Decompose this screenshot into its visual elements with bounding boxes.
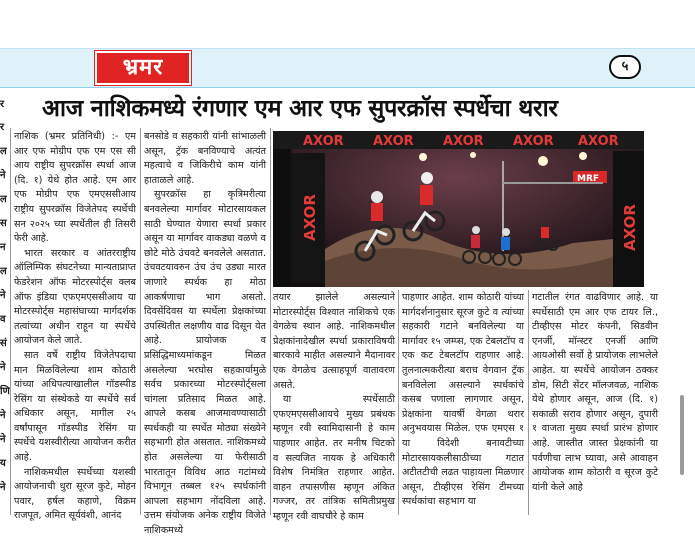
fragment-char: र [0, 99, 5, 110]
article-column-1 [14, 130, 136, 522]
fragment-char: र [0, 122, 5, 133]
fragment-char: ने [0, 290, 6, 301]
axor-side-banner: AXOR [301, 194, 319, 241]
fragment-char: व [0, 314, 6, 325]
adjacent-column-fragment [0, 92, 8, 515]
fragment-char: ने [0, 362, 6, 373]
fragment-char: ने [0, 410, 6, 421]
paragraph: सात वर्षे राष्ट्रीय विजेतेपदाचा मान मिळविलेल्या शाम कोठारी यांच्या अधिपत्याखालील गॉडस्पीड रेसिंग या संस्थेकडे या स्पर्धेचे सर्व अधिकार असून, मागील २५ वर्षांपासून गॉडस्पीड रेसिंग या स्पर्धेचे यशस्वीरीत्या आयोजन करीत आहे. [14, 349, 136, 464]
fragment-char: ने [0, 170, 6, 181]
paragraph: नाशिक (भ्रमर प्रतिनिधी) :- एम आर एफ मोग्रीप एफ एम एस सी आय राष्ट्रीय सुपरक्रॉस स्पर्धा आज (दि. १) येथे होत आहे. एम आर एफ मोग्रीप एफ एमएससीआय राष्ट्रीय सुपरक्रॉस विजेतेपद स्पर्धेची सन २०२५ च्या स्पर्धेतील ही तिसरी फेरी आहे. [14, 131, 136, 245]
axor-banner: AXOR [513, 134, 554, 149]
column-rule [528, 290, 529, 515]
axor-banner: AXOR [443, 134, 484, 149]
column-rule [270, 128, 271, 515]
newspaper-logo: भ्रमर [95, 51, 191, 85]
paragraph: नाशिकमधील स्पर्धेच्या यशस्वी आयोजनाची धुरा सूरज कुटे, मोहन पवार, हर्षल कहाणे, विक्रम राजपूत, अमित सूर्यवंशी, आनंद [14, 466, 136, 522]
mrf-sign: MRF [577, 174, 600, 184]
fragment-char: य [0, 458, 6, 469]
article-headline: आज नाशिकमध्ये रंगणार एम आर एफ सुपरक्रॉस स्पर्धेचा थरार [42, 94, 558, 122]
column-rule [398, 290, 399, 515]
fragment-char: सं [0, 338, 7, 349]
article-column-2 [144, 130, 266, 537]
fragment-char: ने [0, 434, 6, 445]
article-column-3 [273, 291, 395, 522]
supercross-photo [273, 131, 644, 287]
article-column-5 [532, 291, 658, 515]
paragraph: या स्पर्धेसाठी एफएमएससीआयचे मुख्य प्रबंधक म्हणून रवी स्वामिदासानी हे काम पाहणार आहेत. तर मनीष चिटको व सत्यजित नायक हे अधिकारी विशेष निमंत्रित राहणार आहेत. वाहन तपासणीस म्हणून अंकित गज्जर, तर तांत्रिक समितीप्रमुख म्हणून रवी वाघचौरे हे काम [273, 394, 395, 522]
fragment-char: न [0, 242, 6, 253]
axor-banner: AXOR [373, 134, 414, 149]
paragraph: सुपरक्रॉस हा कृत्रिमरीत्या बनवलेल्या मार्गावर मोटारसायकल साठी घेण्यात येणारा स्पर्धा प्रकार असून या मार्गावर वाकड्या वळणे व छोटे मोठे उंचवटे बनवलेले असतात. उंचवटयावरुन उंच उंच उड्या मारत जाणारे स्पर्धक हा मोठा आकर्षणाचा भाग असतो. दिवसेंदिवस या स्पर्धेला प्रेक्षकांच्या उपस्थितीत लक्षणीय वाढ दिसून येत आहे. प्रायोजक व प्रसिद्धिमाध्यमांकडून मिळत असलेल्या भरघोस सहकार्यामुळे सर्वच प्रकारच्या मोटरस्पोर्ट्सला चांगला प्रतिसाद मिळत आहे. आपले कसब आजमावण्यासाठी स्पर्धकही या स्पर्धेत मोठ्या संख्येने सहभागी होत असतात. नाशिकमध्ये होत असलेल्या या फेरीसाठी भारतातून विविध आठ गटांमध्ये विभागून तब्बल १२५ स्पर्धकांनी आपला सहभाग नोंदविला आहे. उत्तम संयोजक अनेक राष्ट्रीय विजेते नाशिकमध्ये [144, 189, 266, 537]
paragraph: भारत सरकार व आंतरराष्ट्रीय ऑलिम्पिक संघटनेच्या मान्यताप्राप्त फेडरेशन ऑफ मोटरस्पोर्ट्स क्लब ऑफ इंडिया एफएमएससीआय या मोटरस्पोर्ट्स महासंघाच्या मार्गदर्शक तत्वांच्या अधीन राहून या स्पर्धेचे आयोजन केले जाते. [14, 247, 136, 347]
column-rule [140, 128, 141, 515]
race-scene [273, 131, 644, 287]
axor-banner: AXOR [303, 134, 344, 149]
scrollbar-thumb[interactable] [680, 395, 684, 475]
column-rule [10, 128, 11, 515]
fragment-char: णि [0, 386, 10, 397]
fragment-char: ल [0, 146, 7, 157]
fragment-char: ल [0, 194, 7, 205]
axor-banner: AXOR [578, 134, 619, 149]
fragment-char: ल [0, 266, 7, 277]
fragment-char: स [0, 218, 7, 229]
top-margin [0, 0, 695, 48]
page-number: ५ [609, 55, 641, 79]
paragraph: पाहणार आहेत. शाम कोठारी यांच्या मार्गदर्शनानुसार सूरज कुटे व त्यांच्या सहकारी गटाने बनविलेल्या या मार्गावर १५ जम्प्स, एक टेबलटॉप व एक कट टेबलटॉप राहणार आहे. तुलनात्मकरीत्या बराच वेगवान ट्रॅक बनविलेला असल्याने स्पर्धकांचे कसब पणाला लागणार असून, प्रेक्षकांना यावर्षी वेगळा थरार अनुभवयास मिळेल. एफ एमएस १ या विदेशी बनावटीच्या मोटारसायकलीसाठीच्या गटात अटीतटीची लढत पाहायला मिळणार असून, टीव्हीएस रेसिंग टीमच्या स्पर्धकांचा सहभाग या [402, 292, 524, 508]
paragraph: बनसोडे व सहकारी यांनी सांभाळली असून, ट्रॅक बनविण्याचे अत्यंत महत्वाचे व जिकिरीचे काम यांनी हाताळले आहे. [144, 131, 266, 186]
paragraph: तयार झालेले असल्याने मोटारस्पोर्ट्स विश्वात नाशिकचे एक वेगळेच स्थान आहे. नाशिकमधील प्रेक्षकांनादेखील स्पर्धा प्रकाराविषयी बारकावे माहीत असल्याने मैदानावर एक वेगळेच उत्साहपूर्ण वातावरण असते. [273, 292, 395, 391]
paragraph: गटातील रंगत वाढविणार आहे. या स्पर्धेसाठी एम आर एफ टायर लि., टीव्हीएस मोटर कंपनी, सिडवीन एनर्जी, मॉन्स्टर एनर्जी आणि आयओसी सर्वो हे प्रायोजक लाभलेले आहेत. या स्पर्धेचे आयोजन ठक्कर डोम, सिटी सेंटर मॉलजवळ, नाशिक येथे होणार असून, आज (दि. १) सकाळी सराव होणार असून, दुपारी १ वाजता मुख्य स्पर्धा प्रारंभ होणार आहे. जास्तीत जास्त प्रेक्षकांनी या पर्वणीचा लाभ घ्यावा, असे आवाहन आयोजक शाम कोठारी व सूरज कुटे यांनी केले आहे [532, 292, 658, 493]
fragment-char: ने [0, 482, 6, 493]
axor-pillar-banner: AXOR [621, 204, 639, 251]
article-column-4 [402, 291, 524, 515]
